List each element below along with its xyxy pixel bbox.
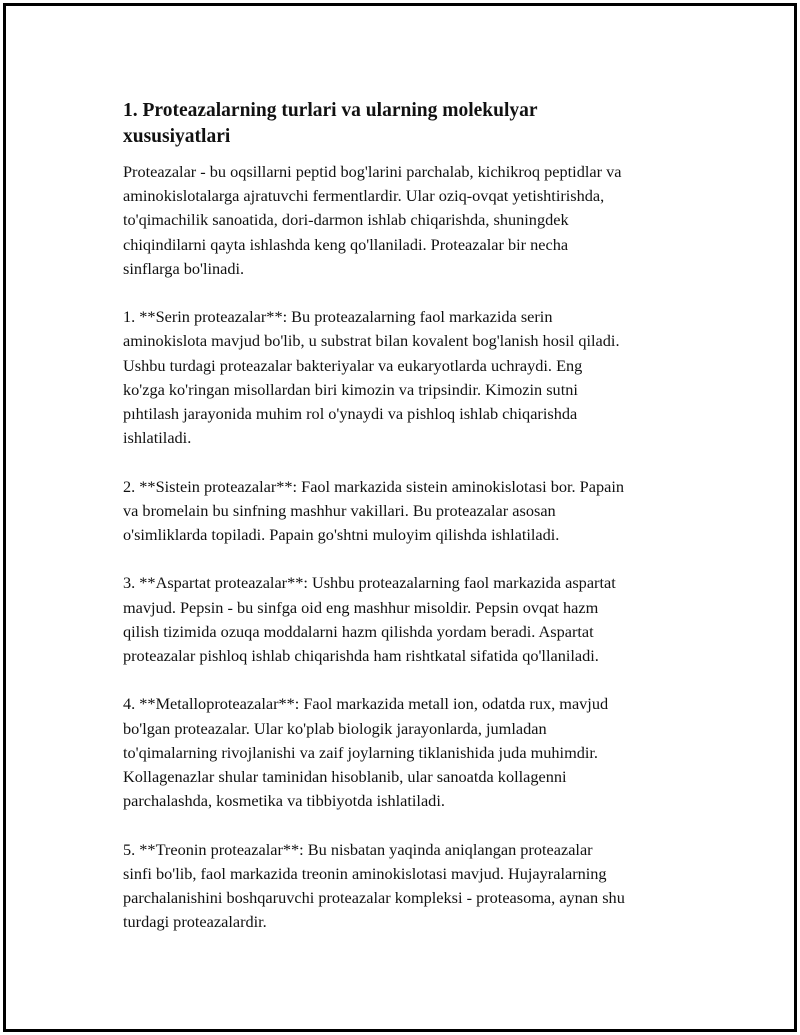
paragraph-line: qilish tizimida ozuqa moddalarni hazm qilishda yordam beradi. Aspartat	[123, 621, 594, 641]
section-title	[123, 98, 703, 150]
paragraph-line: aminokislotalarga ajratuvchi fermentlardir. Ular oziq-ovqat yetishtirishda,	[123, 186, 605, 206]
page-frame	[3, 3, 797, 1032]
paragraph-line: 4. **Metalloproteazalar**: Faol markazida metall ion, odatda rux, mavjud	[123, 694, 609, 714]
document-body	[123, 98, 703, 959]
title-line: 1. Proteazalarning turlari va ularning molekulyar	[123, 100, 538, 121]
paragraph-line: to'qimachilik sanoatida, dori-darmon ishlab chiqarishda, shuningdek	[123, 210, 569, 230]
paragraph-line: sinfi bo'lib, faol markazida treonin aminokislotasi mavjud. Hujayralarning	[123, 863, 607, 883]
paragraph-line: ko'zga ko'ringan misollardan biri kimozin va tripsindir. Kimozin sutni	[123, 379, 578, 399]
intro-paragraph	[123, 160, 703, 281]
paragraph-line: Ushbu turdagi proteazalar bakteriyalar va eukaryotlarda uchraydi. Eng	[123, 355, 583, 375]
list-item-paragraph	[123, 838, 703, 935]
paragraph-line: sinflarga bo'linadi.	[123, 258, 245, 278]
paragraph-line: pıhtilash jarayonida muhim rol o'ynaydi va pishloq ishlab chiqarishda	[123, 404, 578, 424]
paragraph-line: mavjud. Pepsin - bu sinfga oid eng mashhur misoldir. Pepsin ovqat hazm	[123, 597, 599, 617]
paragraph-line: parchalashda, kosmetika va tibbiyotda ishlatiladi.	[123, 791, 445, 811]
list-item-paragraph	[123, 571, 703, 668]
paragraph-line: 1. **Serin proteazalar**: Bu proteazalarning faol markazida serin	[123, 307, 553, 327]
paragraph-line: parchalanishini boshqaruvchi proteazalar kompleksi - proteasoma, aynan shu	[123, 888, 625, 908]
paragraph-line: chiqindilarni qayta ishlashda keng qo'llaniladi. Proteazalar bir necha	[123, 234, 569, 254]
paragraph-line: 3. **Aspartat proteazalar**: Ushbu proteazalarning faol markazida aspartat	[123, 573, 616, 593]
paragraph-line: Proteazalar - bu oqsillarni peptid bog'larini parchalab, kichikroq peptidlar va	[123, 162, 622, 181]
title-line: xususiyatlari	[123, 126, 231, 147]
paragraph-list	[123, 160, 703, 934]
paragraph-line: 2. **Sistein proteazalar**: Faol markazida sistein aminokislotasi bor. Papain	[123, 476, 624, 496]
paragraph-line: 5. **Treonin proteazalar**: Bu nisbatan yaqinda aniqlangan proteazalar	[123, 839, 593, 859]
paragraph-line: to'qimalarning rivojlanishi va zaif joylarning tiklanishida juda muhimdir.	[123, 742, 599, 762]
paragraph-line: aminokislota mavjud bo'lib, u substrat bilan kovalent bog'lanish hosil qiladi.	[123, 331, 620, 351]
paragraph-line: o'simliklarda topiladi. Papain go'shtni muloyim qilishda ishlatiladi.	[123, 525, 560, 545]
list-item-paragraph	[123, 305, 703, 450]
paragraph-line: va bromelain bu sinfning mashhur vakillari. Bu proteazalar asosan	[123, 500, 556, 520]
paragraph-line: bo'lgan proteazalar. Ular ko'plab biologik jarayonlarda, jumladan	[123, 718, 547, 738]
list-item-paragraph	[123, 692, 703, 813]
list-item-paragraph	[123, 475, 703, 548]
paragraph-line: turdagi proteazalardir.	[123, 912, 267, 932]
paragraph-line: proteazalar pishloq ishlab chiqarishda ham rishtkatal sifatida qo'llaniladi.	[123, 646, 599, 666]
paragraph-line: ishlatiladi.	[123, 428, 192, 448]
paragraph-line: Kollagenazlar shular taminidan hisoblanib, ular sanoatda kollagenni	[123, 767, 567, 787]
